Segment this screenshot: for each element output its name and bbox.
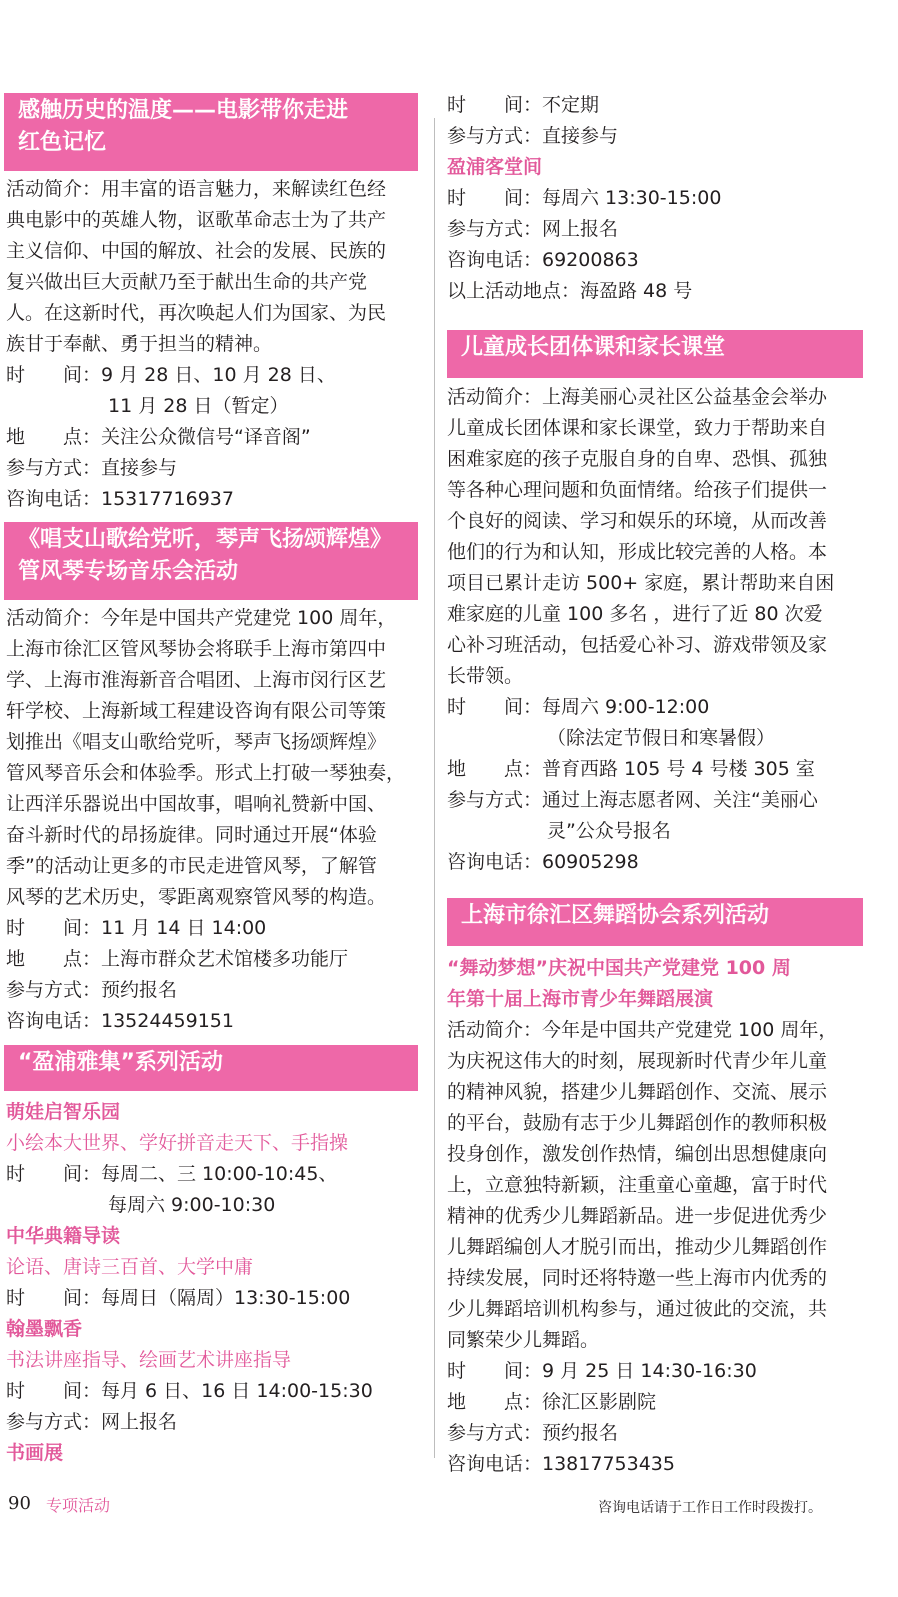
intro-line: 复兴做出巨大贡献乃至于献出生命的共产党 xyxy=(6,271,368,293)
intro-line: 困难家庭的孩子克服自身的自卑、恐惧、孤独 xyxy=(447,448,828,470)
intro-line: 划推出《唱支山歌给党听，琴声飞扬颂辉煌》 xyxy=(6,731,387,753)
intro-line: 项目已累计走访 500+ 家庭，累计帮助来自困 xyxy=(447,572,835,594)
event-time: 时 间：每周二、三 10:00-10:45、 xyxy=(6,1163,338,1185)
event-time: 时 间：每月 6 日、16 日 14:00-15:30 xyxy=(6,1380,373,1402)
event-phone: 咨询电话：15317716937 xyxy=(6,488,234,510)
intro-line: 难家庭的儿童 100 多名 ，进行了近 80 次爱 xyxy=(447,603,823,625)
event-phone: 咨询电话：60905298 xyxy=(447,851,639,873)
event-time: 时 间：9 月 28 日、10 月 28 日、 xyxy=(6,364,336,386)
intro-line: 族甘于奉献、勇于担当的精神。 xyxy=(6,333,273,355)
intro-line: 典电影中的英雄人物，讴歌革命志士为了共产 xyxy=(6,209,387,231)
intro-line: 儿舞蹈编创人才脱引而出，推动少儿舞蹈创作 xyxy=(447,1236,828,1258)
sub-heading-detail: 论语、唐诗三百首、大学中庸 xyxy=(6,1256,254,1278)
intro-line: 人。在这新时代，再次唤起人们为国家、为民 xyxy=(6,302,387,324)
intro-line: 活动简介：今年是中国共产党建党 100 周年， xyxy=(447,1019,838,1041)
event-place: 地 点：上海市群众艺术馆楼多功能厅 xyxy=(6,948,349,970)
intro-line: 风琴的艺术历史，零距离观察管风琴的构造。 xyxy=(6,886,387,908)
sub-heading: 萌娃启智乐园 xyxy=(6,1101,121,1123)
intro-line: 投身创作，激发创作热情，编创出思想健康向 xyxy=(447,1143,828,1165)
intro-line: 等各种心理问题和负面情绪。给孩子们提供一 xyxy=(447,479,828,501)
event-phone: 咨询电话：13817753435 xyxy=(447,1453,675,1475)
intro-line: 少儿舞蹈培训机构参与，通过彼此的交流，共 xyxy=(447,1298,828,1320)
event-place: 以上活动地点：海盈路 48 号 xyxy=(447,280,693,302)
footer-section-name: 专项活动 xyxy=(46,1496,111,1515)
intro-line: 儿童成长团体课和家长课堂，致力于帮助来自 xyxy=(447,417,828,439)
intro-line: 让西洋乐器说出中国故事，唱响礼赞新中国、 xyxy=(6,793,387,815)
intro-line: 奋斗新时代的昂扬旋律。同时通过开展“体验 xyxy=(6,824,377,846)
section-title-line: 管风琴专场音乐会活动 xyxy=(18,559,239,584)
event-time: 时 间：11 月 14 日 14:00 xyxy=(6,917,267,939)
sub-heading: 年第十届上海市青少年舞蹈展演 xyxy=(447,988,714,1010)
event-time-cont: 每周六 9:00-10:30 xyxy=(108,1194,276,1216)
event-mode: 参与方式：通过上海志愿者网、关注“美丽心 xyxy=(447,789,818,811)
sub-heading: 翰墨飘香 xyxy=(6,1318,83,1340)
sub-heading: 中华典籍导读 xyxy=(6,1225,121,1247)
event-mode: 参与方式：预约报名 xyxy=(6,979,178,1001)
intro-line: 为庆祝这伟大的时刻，展现新时代青少年儿童 xyxy=(447,1050,828,1072)
section-title-yingpu xyxy=(4,1045,418,1091)
event-time: 时 间：每周六 9:00-12:00 xyxy=(447,696,710,718)
intro-line: 上海市徐汇区管风琴协会将联手上海市第四中 xyxy=(6,638,387,660)
intro-line: 学、上海市淮海新音合唱团、上海市闵行区艺 xyxy=(6,669,387,691)
intro-line: 同繁荣少儿舞蹈。 xyxy=(447,1329,600,1351)
intro-line: 轩学校、上海新域工程建设咨询有限公司等策 xyxy=(6,700,387,722)
intro-line: 他们的行为和认知，形成比较完善的人格。本 xyxy=(447,541,828,563)
sub-heading: 书画展 xyxy=(6,1442,64,1464)
sub-heading-detail: 小绘本大世界、学好拼音走天下、手指操 xyxy=(6,1132,349,1154)
section-title-children xyxy=(447,330,863,378)
footer-note: 咨询电话请于工作日工作时段拨打。 xyxy=(598,1500,822,1516)
intro-line: 活动简介：今年是中国共产党建党 100 周年， xyxy=(6,607,397,629)
page-number: 90 xyxy=(8,1493,31,1514)
section-title-line: 儿童成长团体课和家长课堂 xyxy=(461,335,726,360)
sub-heading: “舞动梦想”庆祝中国共产党建党 100 周 xyxy=(447,957,791,979)
event-time-cont: 11 月 28 日（暂定） xyxy=(108,395,289,417)
sub-heading-detail: 书法讲座指导、绘画艺术讲座指导 xyxy=(6,1349,292,1371)
intro-line: 精神的优秀少儿舞蹈新品。进一步促进优秀少 xyxy=(447,1205,828,1227)
intro-line: 活动简介：用丰富的语言魅力，来解读红色经 xyxy=(6,178,387,200)
event-mode: 参与方式：直接参与 xyxy=(6,457,178,479)
intro-line: 季”的活动让更多的市民走进管风琴，了解管 xyxy=(6,855,377,877)
intro-line: 的精神风貌，搭建少儿舞蹈创作、交流、展示 xyxy=(447,1081,828,1103)
intro-line: 管风琴音乐会和体验季。形式上打破一琴独奏， xyxy=(6,762,406,784)
intro-line: 个良好的阅读、学习和娱乐的环境，从而改善 xyxy=(447,510,828,532)
section-title-line: 红色记忆 xyxy=(18,130,107,155)
event-time: 时 间：每周六 13:30-15:00 xyxy=(447,187,722,209)
intro-line: 活动简介：上海美丽心灵社区公益基金会举办 xyxy=(447,386,828,408)
section-title-line: 感触历史的温度——电影带你走进 xyxy=(18,98,349,123)
event-phone: 咨询电话：13524459151 xyxy=(6,1010,234,1032)
sub-heading: 盈浦客堂间 xyxy=(447,156,543,178)
intro-line: 的平台，鼓励有志于少儿舞蹈创作的教师积极 xyxy=(447,1112,828,1134)
event-mode: 参与方式：网上报名 xyxy=(6,1411,178,1433)
event-place: 地 点：徐汇区影剧院 xyxy=(447,1391,657,1413)
event-time: 时 间：9 月 25 日 14:30-16:30 xyxy=(447,1360,757,1382)
event-time: 时 间：不定期 xyxy=(447,94,600,116)
section-title-line: 《唱支山歌给党听，琴声飞扬颂辉煌》 xyxy=(18,527,393,552)
intro-line: 心补习班活动，包括爱心补习、游戏带领及家 xyxy=(447,634,828,656)
section-title-dance xyxy=(447,898,863,946)
event-time: 时 间：每周日（隔周）13:30-15:00 xyxy=(6,1287,351,1309)
section-title-line: 上海市徐汇区舞蹈协会系列活动 xyxy=(461,903,770,928)
event-mode: 参与方式：网上报名 xyxy=(447,218,619,240)
section-title-line: “盈浦雅集”系列活动 xyxy=(18,1050,223,1075)
intro-line: 持续发展，同时还将特邀一些上海市内优秀的 xyxy=(447,1267,828,1289)
column-divider xyxy=(434,118,435,1458)
event-mode: 参与方式：预约报名 xyxy=(447,1422,619,1444)
intro-line: 长带领。 xyxy=(447,665,524,687)
section-title-film xyxy=(4,93,418,171)
event-phone: 咨询电话：69200863 xyxy=(447,249,639,271)
intro-line: 主义信仰、中国的解放、社会的发展、民族的 xyxy=(6,240,387,262)
event-mode-cont: 灵”公众号报名 xyxy=(547,820,671,842)
event-mode: 参与方式：直接参与 xyxy=(447,125,619,147)
event-time-cont: （除法定节假日和寒暑假） xyxy=(547,727,776,749)
event-place: 地 点：普育西路 105 号 4 号楼 305 室 xyxy=(447,758,815,780)
intro-line: 上，立意独特新颖，注重童心童趣，富于时代 xyxy=(447,1174,828,1196)
section-title-organ xyxy=(4,522,418,600)
event-place: 地 点：关注公众微信号“译音阁” xyxy=(6,426,311,448)
